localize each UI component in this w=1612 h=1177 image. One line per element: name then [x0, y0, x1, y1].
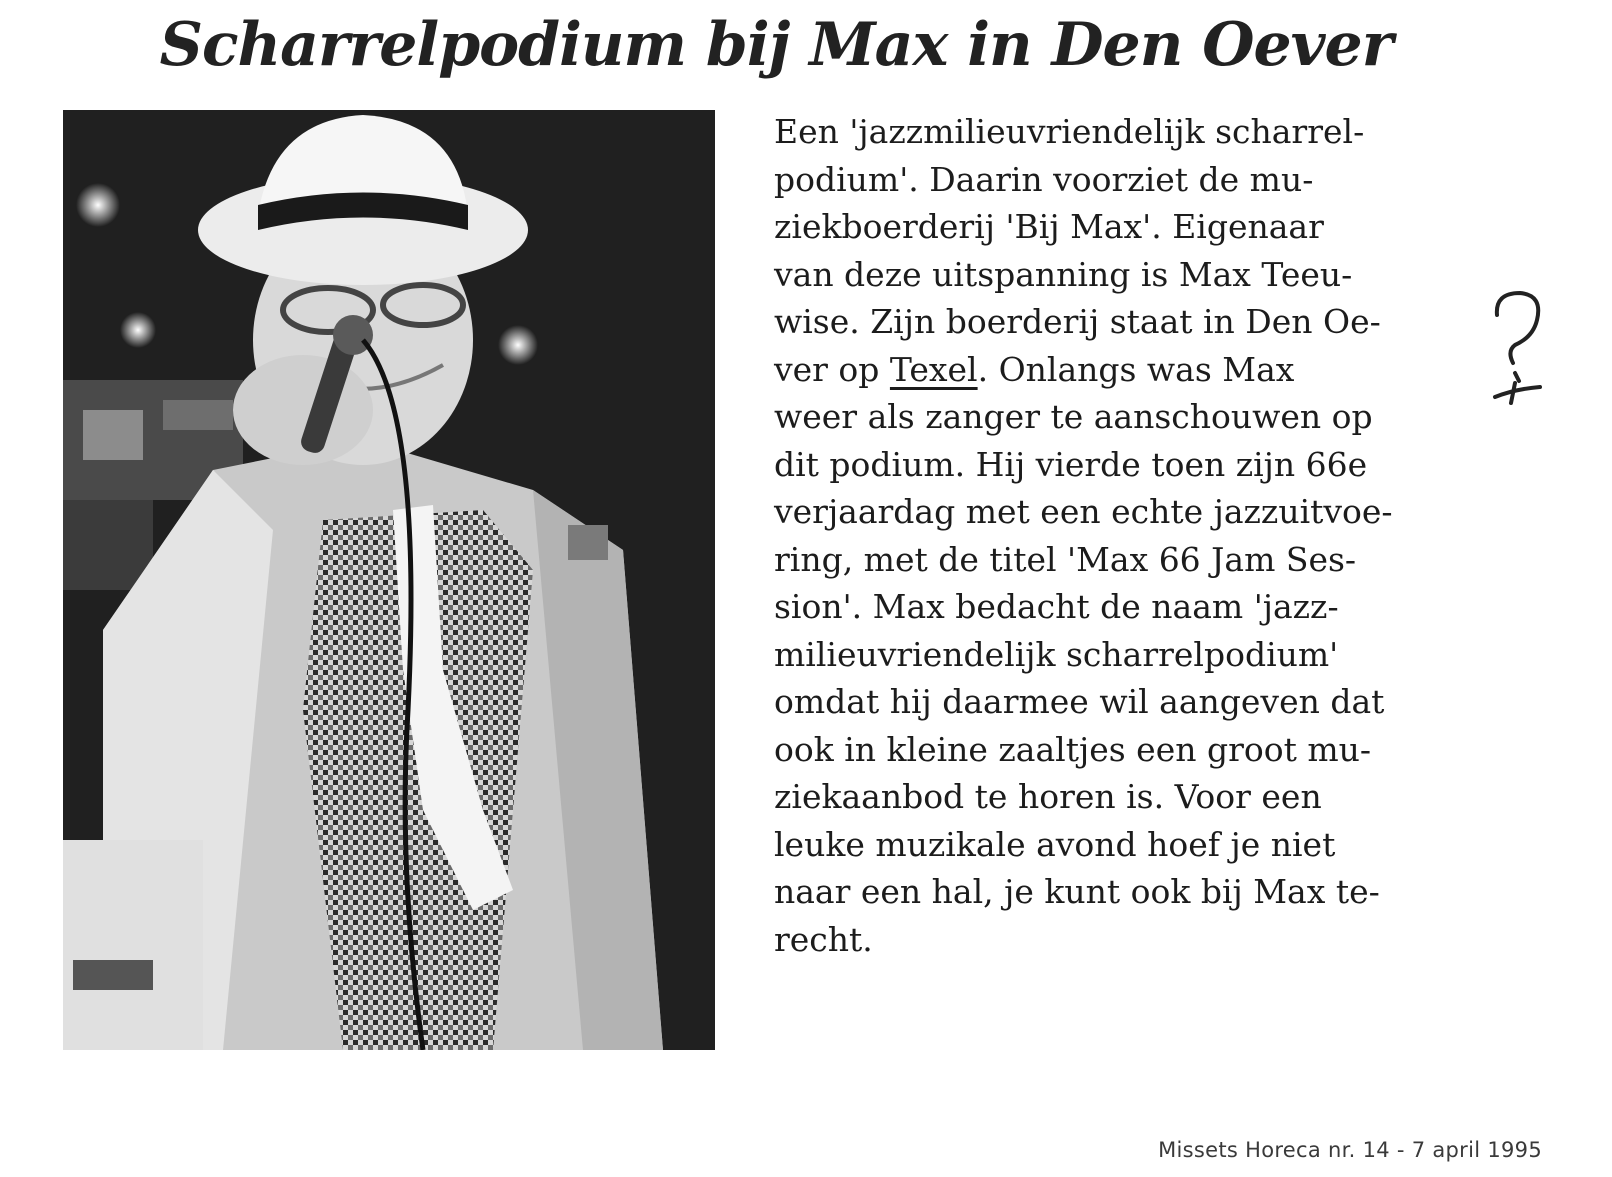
- body-line: sion'. Max bedacht de naam 'jazz-: [774, 587, 1339, 626]
- article-body: [774, 108, 1393, 963]
- body-line: wise. Zijn boerderij staat in Den Oe-: [774, 302, 1381, 341]
- body-line: omdat hij daarmee wil aangeven dat: [774, 682, 1385, 721]
- body-line: weer als zanger te aanschouwen op: [774, 397, 1373, 436]
- handwritten-annotation: [1485, 285, 1565, 415]
- headline-text: Scharrelpodium bij Max in Den Oever: [159, 10, 1393, 80]
- source-citation: Missets Horeca nr. 14 - 7 april 1995: [1158, 1138, 1542, 1162]
- body-line: Een 'jazzmilieuvriendelijk scharrel-: [774, 112, 1365, 151]
- body-line: podium'. Daarin voorziet de mu-: [774, 159, 1314, 199]
- body-line: ziekboerderij 'Bij Max'. Eigenaar: [774, 207, 1324, 246]
- body-line: van deze uitspanning is Max Teeu-: [774, 254, 1353, 294]
- body-line: dit podium. Hij vierde toen zijn 66e: [774, 444, 1368, 484]
- body-line: verjaardag met een echte jazzuitvoe-: [774, 492, 1393, 531]
- body-line: naar een hal, je kunt ook bij Max te-: [774, 872, 1380, 911]
- handwritten-question-exclamation: [1485, 285, 1565, 415]
- body-line: recht.: [774, 919, 873, 959]
- body-line: leuke muzikale avond hoef je niet: [774, 824, 1336, 864]
- body-line: ziekaanbod te horen is. Voor een: [774, 777, 1322, 816]
- body-line: milieuvriendelijk scharrelpodium': [774, 634, 1339, 674]
- body-line: ook in kleine zaaltjes een groot mu-: [774, 729, 1372, 769]
- underlined-word: Texel: [889, 349, 978, 389]
- body-line: ring, met de titel 'Max 66 Jam Ses-: [774, 539, 1357, 579]
- article-photo: [63, 110, 715, 1050]
- article-headline: [0, 10, 1612, 80]
- body-line: ver op Texel. Onlangs was Max: [774, 349, 1295, 389]
- photo-singer-with-microphone: [63, 110, 715, 1050]
